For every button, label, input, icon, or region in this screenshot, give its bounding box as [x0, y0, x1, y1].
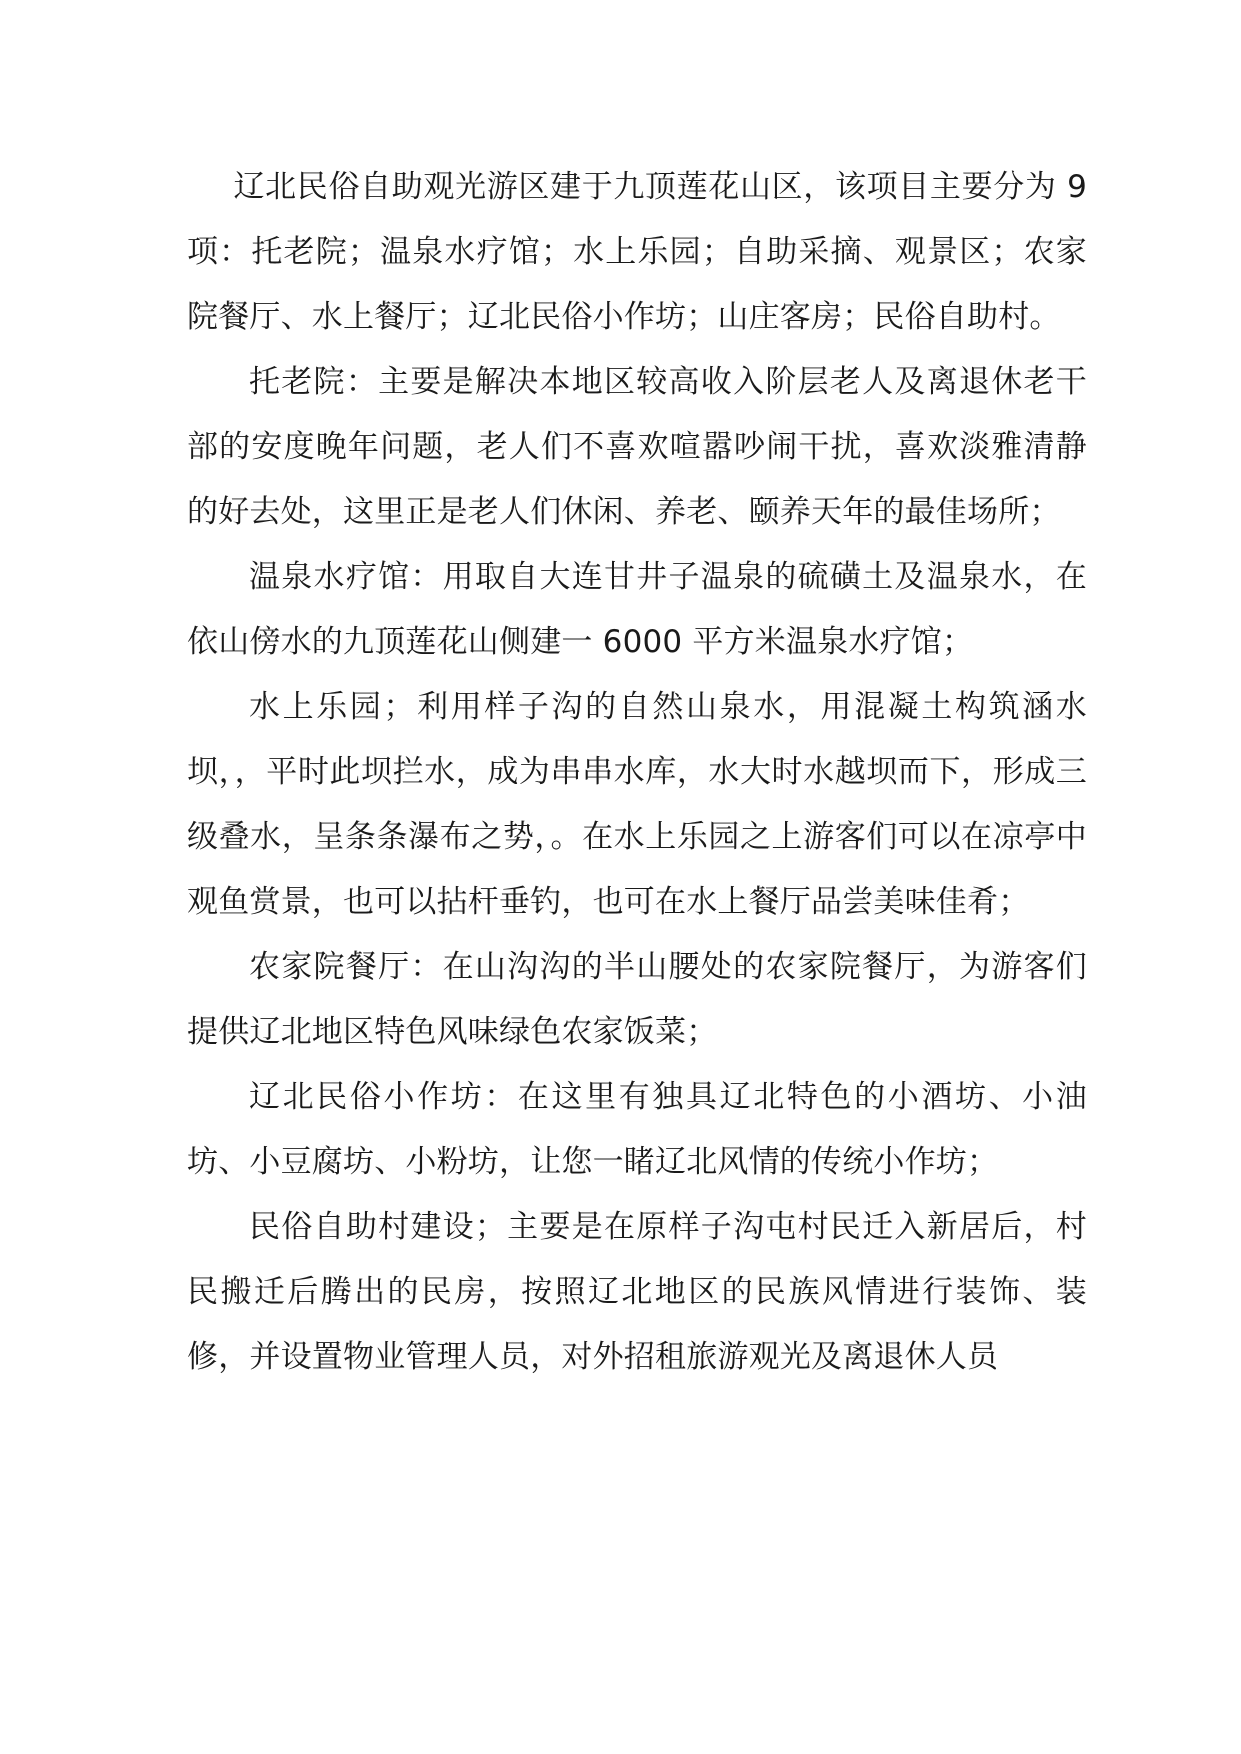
paragraph-hot-spring-spa: 温泉水疗馆：用取自大连甘井子温泉的硫磺土及温泉水，在依山傍水的九顶莲花山侧建一 6000 平方米温泉水疗馆； [187, 559, 1087, 660]
paragraph-folk-workshop: 辽北民俗小作坊：在这里有独具辽北特色的小酒坊、小油坊、小豆腐坊、小粉坊，让您一睹辽北风情的传统小作坊； [187, 1079, 1087, 1180]
paragraph-intro: 辽北民俗自助观光游区建于九顶莲花山区，该项目主要分为 9 项：托老院；温泉水疗馆；水上乐园；自助采摘、观景区；农家院餐厅、水上餐厅；辽北民俗小作坊；山庄客房；民俗自助村。 [187, 169, 1087, 335]
paragraph-water-park: 水上乐园；利用样子沟的自然山泉水，用混凝土构筑涵水坝，，平时此坝拦水，成为串串水库，水大时水越坝而下，形成三级叠水，呈条条瀑布之势，。在水上乐园之上游客们可以在凉亭中观鱼赏景，也可以拈杆垂钓，也可在水上餐厅品尝美味佳肴； [187, 689, 1087, 920]
document-body [187, 155, 1087, 1390]
paragraph-farmhouse-restaurant: 农家院餐厅：在山沟沟的半山腰处的农家院餐厅，为游客们提供辽北地区特色风味绿色农家饭菜； [187, 949, 1087, 1050]
paragraph-elderly-home: 托老院：主要是解决本地区较高收入阶层老人及离退休老干部的安度晚年问题，老人们不喜欢喧嚣吵闹干扰，喜欢淡雅清静的好去处，这里正是老人们休闲、养老、颐养天年的最佳场所； [187, 364, 1087, 530]
paragraph-folk-village: 民俗自助村建设；主要是在原样子沟屯村民迁入新居后，村民搬迁后腾出的民房，按照辽北地区的民族风情进行装饰、装修，并设置物业管理人员，对外招租旅游观光及离退休人员 [187, 1209, 1087, 1375]
